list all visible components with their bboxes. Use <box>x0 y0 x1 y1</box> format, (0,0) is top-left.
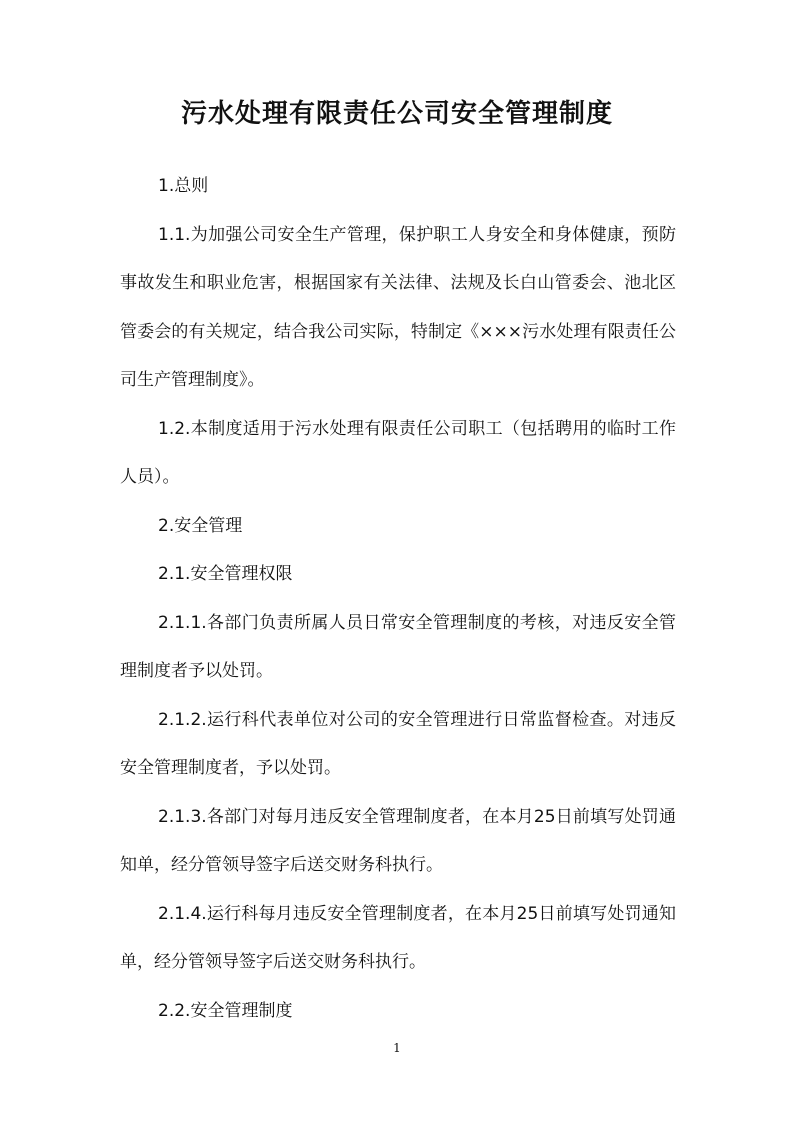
paragraph-2-1-1: 2.1.1.各部门负责所属人员日常安全管理制度的考核，对违反安全管理制度者予以处罚。 <box>120 612 676 681</box>
paragraph-heading-2-2: 2.2.安全管理制度 <box>158 1000 293 1021</box>
document-title: 污水处理有限责任公司安全管理制度 <box>180 99 613 129</box>
document-body <box>120 162 676 1035</box>
paragraph-heading-2-1: 2.1.安全管理权限 <box>158 564 293 584</box>
paragraph-1-1: 1.1.为加强公司安全生产管理，保护职工人身安全和身体健康，预防事故发生和职业危害，根据国家有关法律、法规及长白山管委会、池北区管委会的有关规定，结合我公司实际，特制定《×××污水处理有限责任公司生产管理制度》。 <box>120 224 676 390</box>
paragraph-2-1-3: 2.1.3.各部门对每月违反安全管理制度者，在本月25日前填写处罚通知单，经分管领导签字后送交财务科执行。 <box>120 806 676 875</box>
paragraph-1-2: 1.2.本制度适用于污水处理有限责任公司职工（包括聘用的临时工作人员）。 <box>120 418 676 487</box>
paragraph-heading-2: 2.安全管理 <box>158 515 243 536</box>
paragraph-2-1-4: 2.1.4.运行科每月违反安全管理制度者，在本月25日前填写处罚通知单，经分管领导签字后送交财务科执行。 <box>120 903 676 972</box>
paragraph-heading-1: 1.总则 <box>158 176 209 196</box>
paragraph-2-1-2: 2.1.2.运行科代表单位对公司的安全管理进行日常监督检查。对违反安全管理制度者，予以处罚。 <box>120 709 676 778</box>
page-number: 1 <box>393 1041 401 1055</box>
